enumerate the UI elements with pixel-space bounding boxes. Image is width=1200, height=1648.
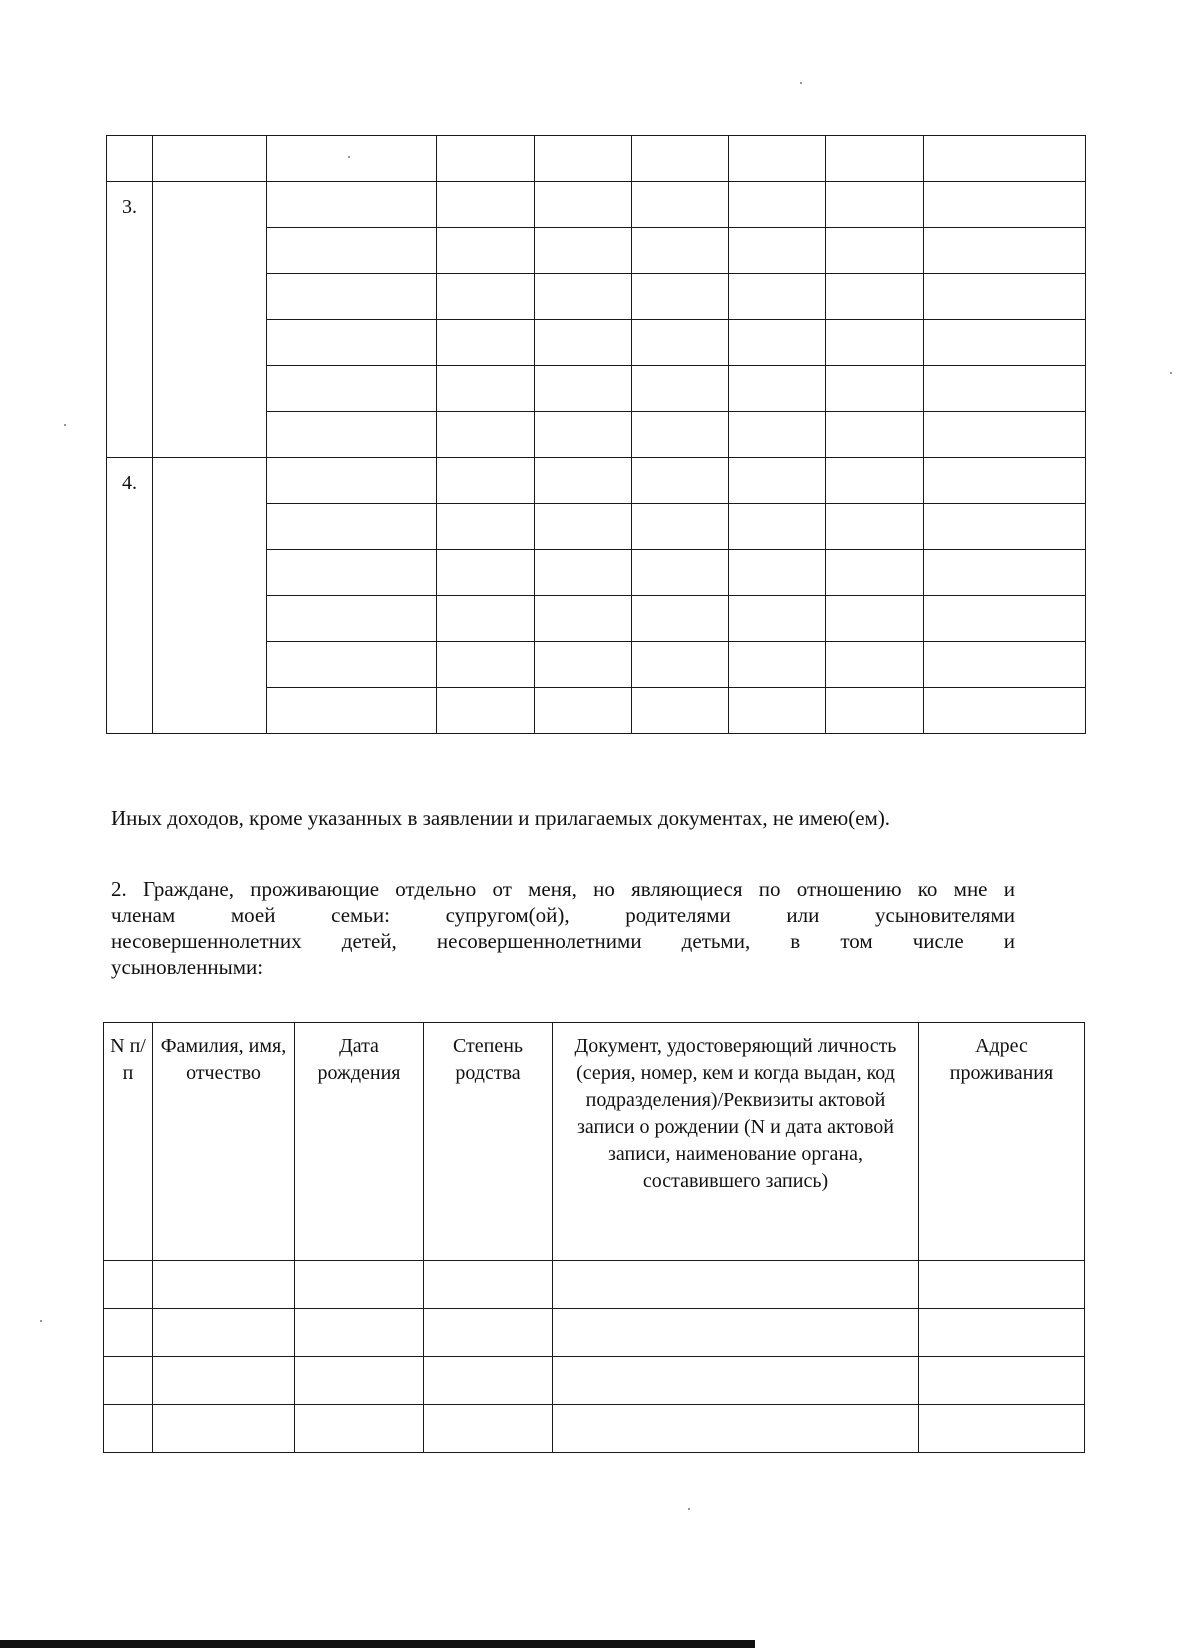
- no-other-income-statement: Иных доходов, кроме указанных в заявлении и прилагаемых документах, не имею(ем).: [111, 806, 891, 830]
- paragraph-line: усыновленными:: [111, 955, 264, 979]
- table-row: [107, 136, 1086, 182]
- paragraph-line: 2. Граждане, проживающие отдельно от меня, но являющиеся по отношению ко мне и: [111, 877, 1015, 901]
- family-members-table: [103, 1022, 1085, 1453]
- section-2-paragraph: [111, 876, 1015, 980]
- header-full-name: Фамилия, имя, отчество: [153, 1023, 295, 1261]
- header-identity-document: Документ, удостоверяющий личность (серия, номер, кем и когда выдан, код подразделения)/Реквизиты актовой записи о рождении (N и дата актовой записи, наименование органа, составившего запись): [553, 1023, 919, 1261]
- table-header-row: [104, 1023, 1085, 1261]
- section-number: 4.: [107, 458, 153, 734]
- scan-edge-bar: [0, 1640, 755, 1648]
- income-table: [106, 135, 1086, 734]
- header-address: Адрес проживания: [919, 1023, 1085, 1261]
- scan-speck: [688, 1508, 690, 1510]
- scan-speck: [40, 1320, 42, 1322]
- table-row: [107, 458, 1086, 504]
- scan-speck: [800, 82, 802, 84]
- paragraph-line: несовершеннолетних детей, несовершеннолетними детьми, в том числе и: [111, 929, 1015, 953]
- header-number: N п/п: [104, 1023, 153, 1261]
- table-row: [104, 1357, 1085, 1405]
- paragraph-line: членам моей семьи: супругом(ой), родителями или усыновителями: [111, 903, 1015, 927]
- scan-speck: [348, 156, 350, 158]
- header-birth-date: Дата рождения: [295, 1023, 424, 1261]
- table-row: [104, 1309, 1085, 1357]
- header-relation: Степень родства: [424, 1023, 553, 1261]
- scan-speck: [64, 424, 66, 426]
- table-row: [107, 182, 1086, 228]
- table-row: [104, 1405, 1085, 1453]
- section-number: 3.: [107, 182, 153, 458]
- scan-speck: [1170, 372, 1172, 374]
- table-row: [104, 1261, 1085, 1309]
